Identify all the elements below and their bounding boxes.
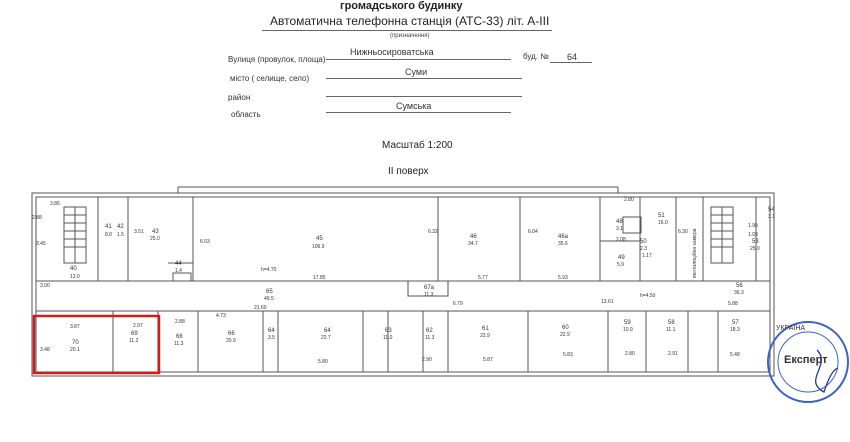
room-area: 5.9: [617, 262, 624, 268]
room-label: 48: [616, 219, 623, 225]
dim-label: 3.48: [40, 347, 50, 353]
dim-label: 3.51: [134, 229, 144, 235]
street-value: Нижньосироватська: [350, 47, 434, 57]
building-label: буд. №: [523, 52, 549, 61]
street-label: Вулиця (провулок, площа): [228, 55, 326, 64]
room-label: 59: [624, 320, 631, 326]
district-underline: [326, 96, 522, 97]
street-underline: [326, 59, 511, 60]
room-area: 1.5: [117, 232, 124, 238]
dim-label: 3.00: [40, 283, 50, 289]
dim-label: 5.87: [483, 357, 493, 363]
dim-label: 5.48: [730, 352, 740, 358]
dim-label: 3.86: [50, 201, 60, 207]
district-label: район: [228, 93, 251, 102]
room-label: 57: [732, 320, 739, 326]
room-area: 22.9: [480, 333, 490, 339]
dim-label: 2.90: [422, 357, 432, 363]
title-underline: [262, 30, 552, 31]
room-label: 34.7: [468, 241, 478, 247]
dim-label: 5.80: [318, 359, 328, 365]
room-area: 20.9: [226, 338, 236, 344]
room-area: 22.9: [560, 332, 570, 338]
region-label: область: [231, 110, 261, 119]
dim-label: 2.80: [624, 197, 634, 203]
room-area: 8.0: [105, 232, 112, 238]
dim-label: 21.60: [254, 305, 267, 311]
dim-label: 6.79: [453, 301, 463, 307]
floor-title: ІІ поверх: [388, 166, 429, 177]
room-area: 20.1: [70, 347, 80, 353]
room-area: 11.3: [425, 335, 435, 341]
dim-label: 3.45: [36, 241, 46, 247]
room-label: 43: [152, 229, 159, 235]
dim-label: 6.03: [200, 239, 210, 245]
room-area: 3.5: [268, 335, 275, 341]
room-area: 11.3: [174, 341, 184, 347]
room-area: 11.3: [424, 292, 434, 298]
dim-label: 4.73: [216, 313, 226, 319]
room-area: 36.3: [734, 290, 744, 296]
dim-label: 2.91: [668, 351, 678, 357]
room-area: 18.3: [730, 327, 740, 333]
room-area: 22.7: [321, 335, 331, 341]
room-area: 35.6: [558, 241, 568, 247]
room-area: 11.0: [383, 335, 393, 341]
dim-label: 17.85: [313, 275, 326, 281]
room-label: 45: [316, 236, 323, 242]
room-area: 3.1: [616, 226, 623, 232]
dim-label: 5.77: [478, 275, 488, 281]
document-title: Автоматична телефонна станція (АТС-33) літ. А-III: [270, 14, 550, 28]
room-label: 64: [324, 328, 331, 334]
region-value: Сумська: [396, 101, 432, 111]
official-stamp: [762, 310, 850, 410]
region-underline: [326, 112, 511, 113]
room-label: 68: [176, 334, 183, 340]
dim-label: 5.88: [728, 301, 738, 307]
room-area: 3.1: [768, 214, 775, 220]
dim-label: 6.04: [528, 229, 538, 235]
building-underline: [550, 62, 592, 63]
room-label: 66: [228, 331, 235, 337]
room-label: 64: [268, 328, 275, 334]
room-area: 1.4: [175, 268, 182, 274]
room-label: 42: [117, 224, 124, 230]
city-value: Суми: [405, 67, 428, 77]
room-label: 50: [640, 239, 647, 245]
room-label: 62: [426, 328, 433, 334]
room-area: 25.0: [750, 246, 760, 252]
dim-label: 2.88: [175, 319, 185, 325]
height-label: h=4.70: [261, 267, 277, 273]
room-label: 40: [70, 266, 77, 272]
dim-label: 13.61: [601, 299, 614, 305]
dim-label: 2.88: [32, 215, 42, 221]
room-label: 65: [266, 289, 273, 295]
room-area: 49.5: [264, 296, 274, 302]
dim-label: 1.90: [748, 223, 758, 229]
building-value: 64: [567, 52, 578, 62]
room-label: 44: [175, 261, 182, 267]
room-label: 70: [72, 340, 79, 346]
room-area: 16.0: [658, 220, 668, 226]
room-label: 56: [736, 283, 743, 289]
height-label: h=4.50: [640, 293, 656, 299]
dim-label: 6.30: [678, 229, 688, 235]
vent-chamber-note: вентиляційна камера: [692, 228, 698, 278]
room-area: 11.2: [129, 338, 139, 344]
room-area: 11.1: [666, 327, 676, 333]
floor-plan: [28, 183, 778, 383]
room-label: 60: [562, 325, 569, 331]
dim-label: 3.87: [70, 324, 80, 330]
room-label: 61: [482, 326, 489, 332]
room-label: 49: [618, 255, 625, 261]
dim-label: 5.83: [563, 352, 573, 358]
room-area: 2.3: [640, 246, 647, 252]
purpose-caption: (призначення): [390, 33, 430, 39]
room-label: 54: [768, 207, 775, 213]
room-area: 13.0: [70, 274, 80, 280]
room-label: 63: [385, 328, 392, 334]
dim-label: 2.97: [133, 323, 143, 329]
scale-label: Масштаб 1:200: [382, 140, 453, 151]
dim-label: 6.32: [428, 229, 438, 235]
room-label: 41: [105, 224, 112, 230]
stamp-main-text: Експерт: [784, 354, 828, 366]
dim-label: 5.93: [558, 275, 568, 281]
room-label: 46: [470, 234, 477, 240]
room-label: 53: [752, 239, 759, 245]
stamp-ring-text: УКРАЇНА: [776, 325, 806, 332]
room-label: 46а: [558, 234, 569, 240]
city-label: місто ( селище, село): [230, 74, 310, 83]
dim-label: 2.80: [625, 351, 635, 357]
dim-label: 2.08: [616, 237, 626, 243]
dim-label: 1.93: [748, 232, 758, 238]
room-area: 25.0: [150, 236, 160, 242]
room-area: 106.9: [312, 244, 325, 250]
city-underline: [326, 78, 522, 79]
dim-label: 1.17: [642, 253, 652, 259]
room-label: 58: [668, 320, 675, 326]
room-label: 67а: [424, 285, 435, 291]
room-label: 69: [131, 331, 138, 337]
room-area: 10.9: [623, 327, 633, 333]
document-top-line: громадського будинку: [340, 0, 463, 12]
room-label: 51: [658, 213, 665, 219]
